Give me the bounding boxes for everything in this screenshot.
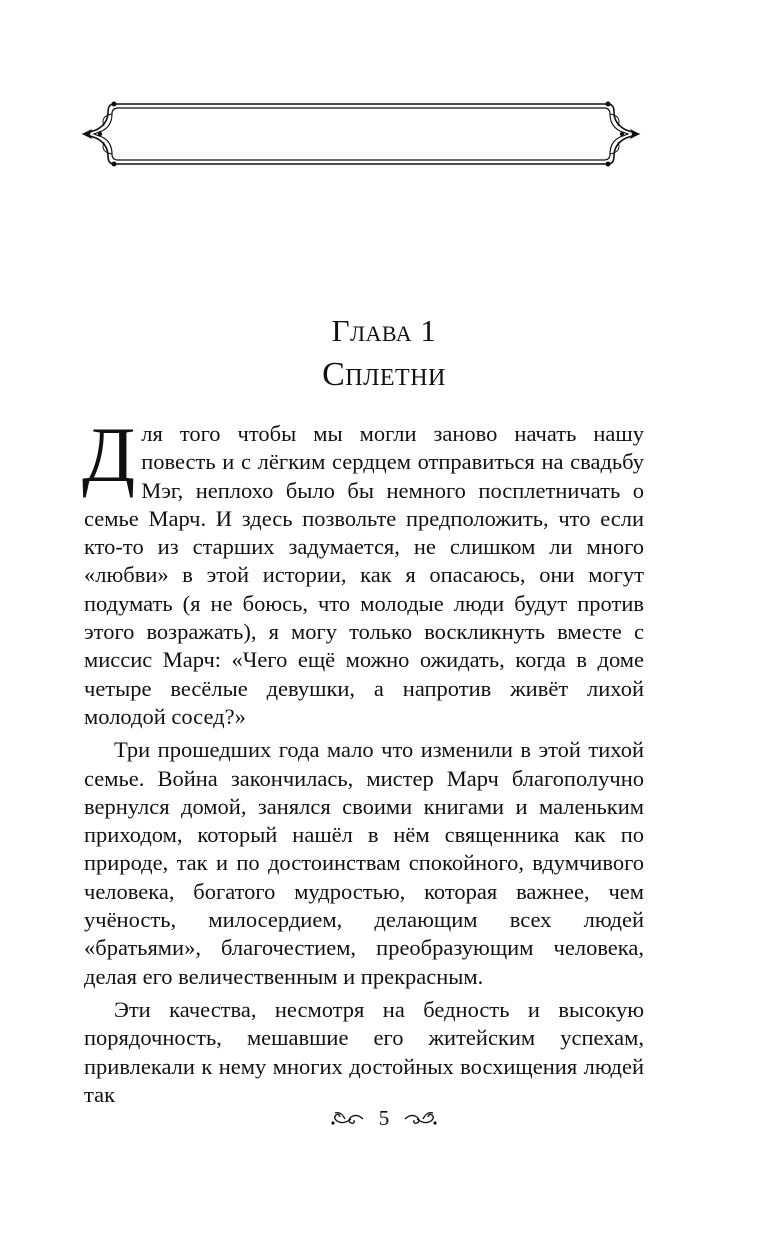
paragraph <box>82 411 644 731</box>
body-text <box>82 411 644 1109</box>
paragraph-text: ля того чтобы мы могли заново начать нашу повесть и с лёгким сердцем отправиться на свадьбу Мэг, неплохо было бы немного посплетничать о семье Марч. И здесь позвольте предположить, что если кто-то из старших задумается, не слишком ли много «любви» в этой истории, как я опасаюсь, они могут подумать (я не боюсь, что молодые люди будут против этого возражать), я могу только воскликнуть вместе с миссис Марч: «Чего ещё можно ожидать, когда в доме четыре весёлые девушки, а напротив живёт лихой молодой сосед?» <box>84 421 644 729</box>
decorative-header-frame <box>78 98 644 170</box>
drop-cap: Д <box>82 411 136 498</box>
page-footer <box>0 1106 768 1131</box>
ornament-left-icon <box>331 1109 365 1129</box>
paragraph: Эти качества, несмотря на бедность и высокую порядочность, мешавшие его житейским успехам, привлекали к нему многих достойных восхищения людей так <box>84 996 644 1107</box>
page-number: 5 <box>378 1106 390 1130</box>
chapter-label: Глава 1 <box>331 313 437 348</box>
ornament-right-icon <box>403 1109 437 1129</box>
chapter-title: Сплетни <box>322 356 446 393</box>
paragraph: Три прошедших года мало что изменили в этой тихой семье. Война закончилась, мистер Марч благополучно вернулся домой, занялся своими книгами и маленьким приходом, который нашёл в нём священника как по природе, так и по достоинствам спокойного, вдумчивого человека, богатого мудростью, которая важнее, чем учёность, милосердием, делающим всех людей «братьями», благочестием, преобразующим человека, делая его величественным и прекрасным. <box>84 737 644 989</box>
